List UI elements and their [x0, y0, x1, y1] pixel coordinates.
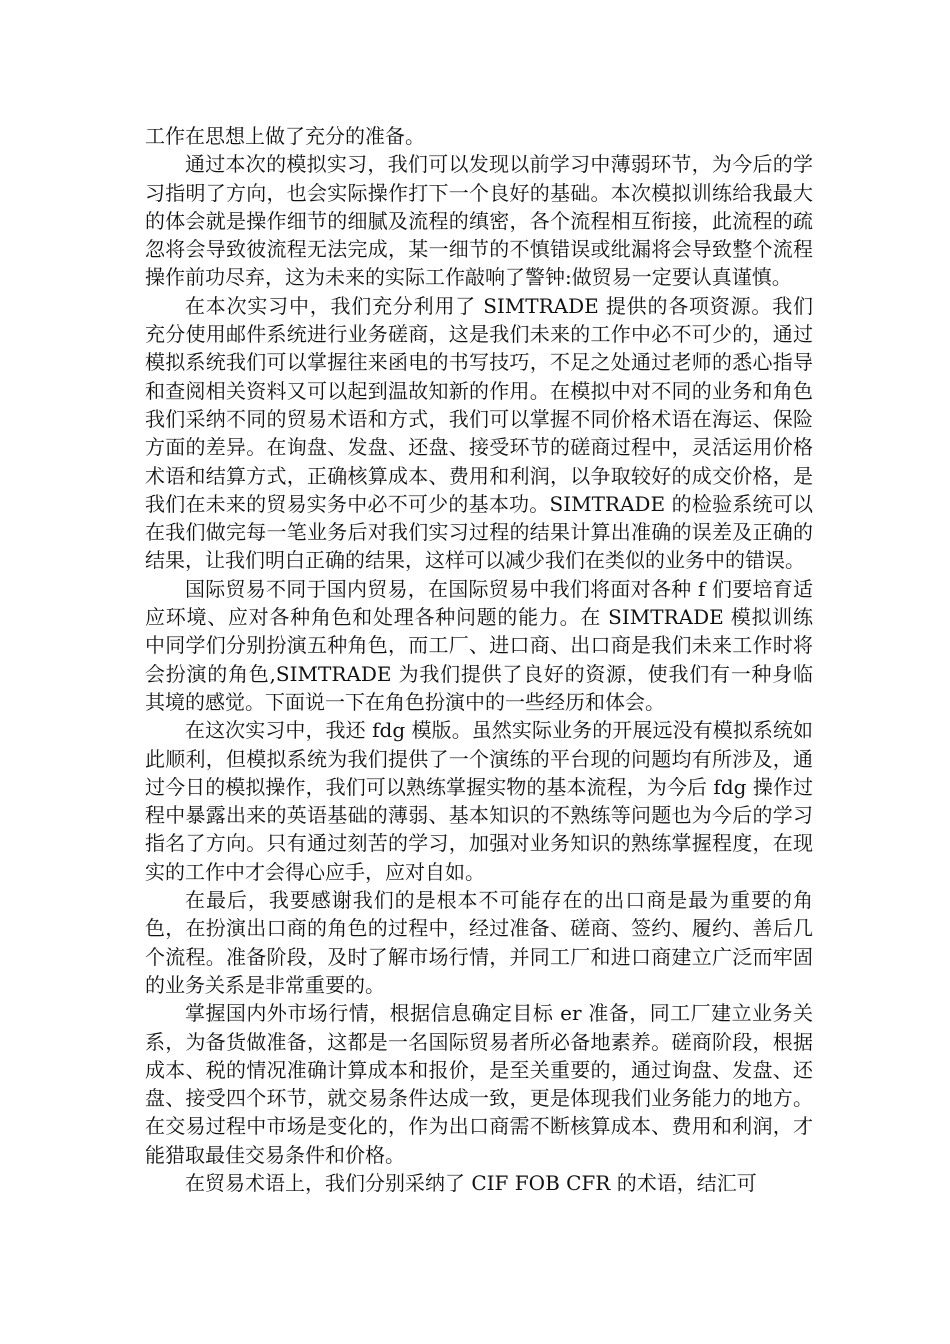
paragraph-2: 通过本次的模拟实习，我们可以发现以前学习中薄弱环节，为今后的学习指明了方向，也会实际操作打下一个良好的基础。本次模拟训练给我最大的体会就是操作细节的细腻及流程的缜密，各个流程相互衔接，此流程的疏忽将会导致彼流程无法完成，某一细节的不慎错误或纰漏将会导致整个流程操作前功尽弃，这为未来的实际工作敲响了警钟:做贸易一定要认真谨慎。 — [145, 152, 813, 290]
paragraph-8: 在贸易术语上，我们分别采纳了 CIF FOB CFR 的术语，结汇可 — [185, 1170, 757, 1195]
paragraph-5: 在这次实习中，我还 fdg 模版。虽然实际业务的开展远没有模拟系统如此顺利，但模拟系统为我们提供了一个演练的平台现的问题均有所涉及，通过今日的模拟操作，我们可以熟练掌握实物的基本流程，为今后 fdg 操作过程中暴露出来的英语基础的薄弱、基本知识的不熟练等问题也为今后的学习指名了方向。只有通过刻苦的学习，加强对业务知识的熟练掌握程度，在现实的工作中才会得心应手，应对自如。 — [145, 718, 813, 884]
document-body — [145, 122, 813, 1197]
paragraph-6: 在最后，我要感谢我们的是根本不可能存在的出口商是最为重要的角色，在扮演出口商的角色的过程中，经过准备、磋商、签约、履约、善后几个流程。准备阶段，及时了解市场行情，并同工厂和进口商建立广泛而牢固的业务关系是非常重要的。 — [145, 888, 813, 997]
paragraph-1: 工作在思想上做了充分的准备。 — [145, 124, 425, 148]
paragraph-4: 国际贸易不同于国内贸易，在国际贸易中我们将面对各种 f 们要培育适应环境、应对各种角色和处理各种问题的能力。在 SIMTRADE 模拟训练中同学们分别扮演五种角色，而工厂、进口商、出口商是我们未来工作时将会扮演的角色,SIMTRADE 为我们提供了良好的资源，使我们有一种身临其境的感觉。下面说一下在角色扮演中的一些经历和体会。 — [145, 576, 813, 714]
paragraph-7: 掌握国内外市场行情，根据信息确定目标 er 准备，同工厂建立业务关系，为备货做准备，这都是一名国际贸易者所必备地素养。磋商阶段，根据成本、税的情况准确计算成本和报价，是至关重要的，通过询盘、发盘、还盘、接受四个环节，就交易条件达成一致，更是体现我们业务能力的地方。在交易过程中市场是变化的，作为出口商需不断核算成本、费用和利润，才能猎取最佳交易条件和价格。 — [145, 1001, 813, 1167]
paragraph-3: 在本次实习中，我们充分利用了 SIMTRADE 提供的各项资源。我们充分使用邮件系统进行业务磋商，这是我们未来的工作中必不可少的，通过模拟系统我们可以掌握往来函电的书写技巧，不足之处通过老师的悉心指导和查阅相关资料又可以起到温故知新的作用。在模拟中对不同的业务和角色我们采纳不同的贸易术语和方式，我们可以掌握不同价格术语在海运、保险方面的差异。在询盘、发盘、还盘、接受环节的磋商过程中，灵活运用价格术语和结算方式，正确核算成本、费用和利润，以争取较好的成交价格，是我们在未来的贸易实务中必不可少的基本功。SIMTRADE 的检验系统可以在我们做完每一笔业务后对我们实习过程的结果计算出准确的误差及正确的结果，让我们明白正确的结果，这样可以减少我们在类似的业务中的错误。 — [145, 293, 813, 573]
